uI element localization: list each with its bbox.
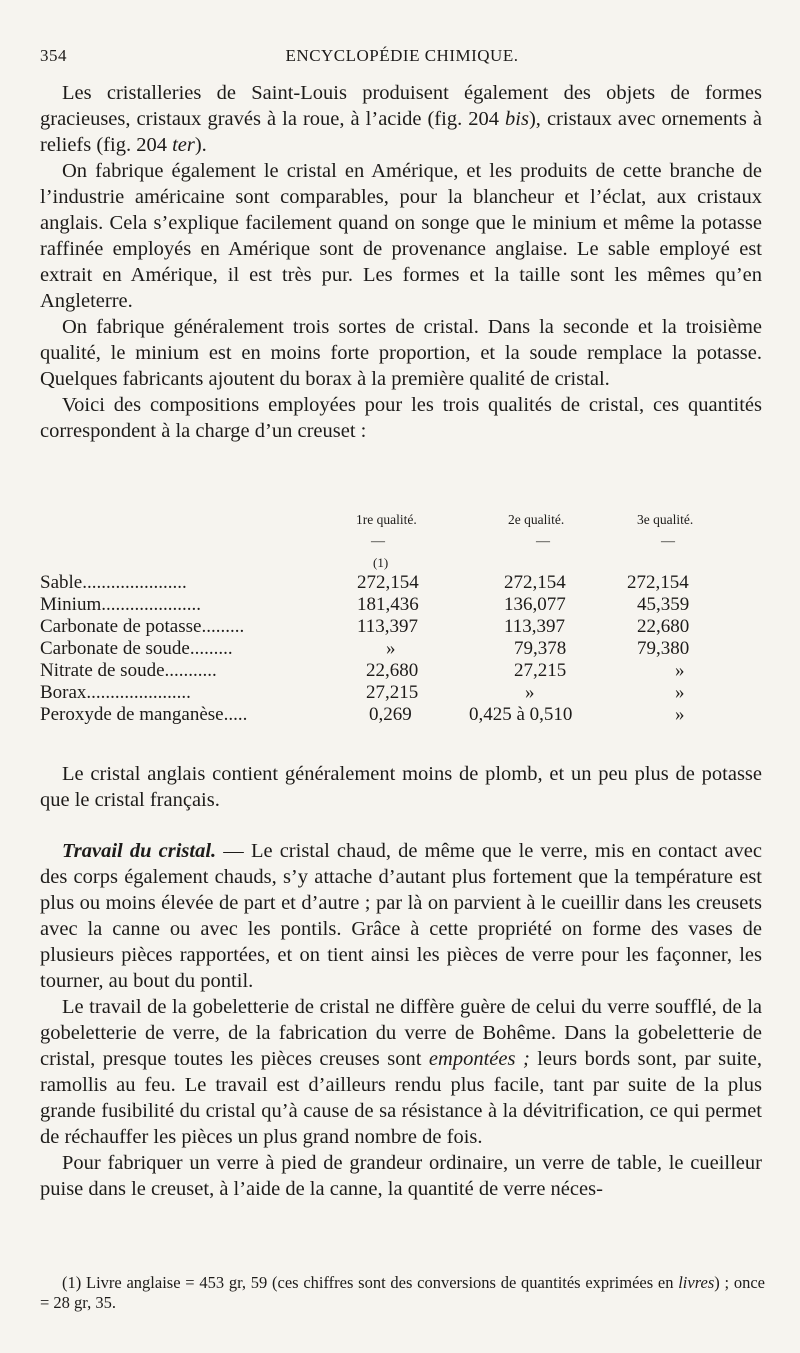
paragraph: Les cristalleries de Saint-Louis produisent également des objets de formes gracieuses, cristaux gravés à la roue, à l’acide (fig. 204 bis), cristaux avec ornements à reliefs (fig. 204 ter). bbox=[40, 82, 762, 156]
header-dash: — bbox=[536, 534, 550, 549]
table-row bbox=[40, 616, 780, 638]
row-label: Carbonate de potasse......... bbox=[40, 616, 245, 637]
cell-q2: 27,215 bbox=[514, 660, 567, 681]
cell-q3: 45,359 bbox=[637, 594, 690, 615]
section-heading: Travail du cristal. bbox=[62, 840, 217, 862]
body-text-top bbox=[40, 80, 762, 444]
row-label: Minium..................... bbox=[40, 594, 201, 615]
running-header bbox=[40, 46, 764, 74]
paragraph: On fabrique généralement trois sortes de cristal. Dans la seconde et la troisième qualité, le minium est en moins forte proportion, et la soude remplace la potasse. Quelques fabricants ajoutent du borax à la première qualité de cristal. bbox=[40, 316, 762, 390]
paragraph: On fabrique également le cristal en Amérique, et les produits de cette branche de l’industrie américaine sont comparables, pour la blancheur et l’éclat, aux cristaux anglais. Cela s’explique facilement quand on songe que le minium et même la potasse raffinée employés en Amérique sont de provenance anglaise. Le sable employé est extrait en Amérique, il est très pur. Les formes et la taille sont les mêmes qu’en Angleterre. bbox=[40, 160, 762, 312]
table-row bbox=[40, 638, 780, 660]
cell-q1: 0,269 bbox=[369, 704, 412, 725]
table-row bbox=[40, 594, 780, 616]
header-dash: — bbox=[371, 534, 385, 549]
column-header-q3: 3e qualité. bbox=[637, 512, 694, 527]
cell-q3: 79,380 bbox=[637, 638, 690, 659]
cell-q1: 272,154 bbox=[357, 572, 419, 593]
paragraph: Le travail de la gobeletterie de cristal ne diffère guère de celui du verre soufflé, de la gobeletterie de verre, de la fabrication du verre de Bohême. Dans la gobeletterie de cristal, presque toutes les pièces creuses sont empontées ; leurs bords sont, par suite, ramollis au feu. Le travail est d’ailleurs rendu plus facile, tant par suite de la plus grande fusibilité du cristal qu’à cause de sa résistance à la dévitrification, ce qui permet de réchauffer les pièces un plus grand nombre de fois. bbox=[40, 996, 762, 1148]
table-row bbox=[40, 704, 780, 726]
cell-q1: 22,680 bbox=[366, 660, 419, 681]
running-title: ENCYCLOPÉDIE CHIMIQUE. bbox=[285, 46, 519, 65]
footnote bbox=[40, 1273, 765, 1313]
paragraph: Voici des compositions employées pour les trois qualités de cristal, ces quantités correspondent à la charge d’un creuset : bbox=[40, 394, 762, 442]
cell-q2: 0,425 à 0,510 bbox=[469, 704, 573, 725]
cell-q3: 272,154 bbox=[627, 572, 689, 593]
table-row bbox=[40, 660, 780, 682]
cell-q3: » bbox=[675, 682, 685, 703]
row-label: Sable...................... bbox=[40, 572, 187, 593]
cell-q2: 272,154 bbox=[504, 572, 566, 593]
cell-q1: 27,215 bbox=[366, 682, 419, 703]
column-header-q2: 2e qualité. bbox=[508, 512, 565, 527]
table-row bbox=[40, 682, 780, 704]
cell-q3: » bbox=[675, 660, 685, 681]
cell-q3: » bbox=[675, 704, 685, 725]
cell-q1: 113,397 bbox=[357, 616, 419, 637]
cell-q2: » bbox=[525, 682, 535, 703]
cell-q2: 79,378 bbox=[514, 638, 567, 659]
row-label: Borax...................... bbox=[40, 682, 191, 703]
row-label: Peroxyde de manganèse..... bbox=[40, 704, 248, 725]
column-header-q1: 1re qualité. bbox=[356, 512, 417, 527]
paragraph: Le cristal anglais contient généralement moins de plomb, et un peu plus de potasse que le cristal français. bbox=[40, 763, 762, 811]
table-row bbox=[40, 572, 780, 594]
cell-q2: 136,077 bbox=[504, 594, 566, 615]
cell-q3: 22,680 bbox=[637, 616, 690, 637]
paragraph: Travail du cristal. — Le cristal chaud, de même que le verre, mis en contact avec des corps également chauds, s’y attache d’autant plus fortement que la température est plus ou moins élevée de part et d’autre ; par là on parvient à le cueillir dans les creusets avec la canne ou avec les pontils. Grâce à cette propriété on forme des vases de plusieurs pièces rapportées, et on tient ainsi les pièces de verre pour les façonner, les tourner, au bout du pontil. bbox=[40, 840, 762, 992]
footnote-marker: (1) bbox=[373, 555, 389, 570]
body-text-after-table bbox=[40, 761, 762, 813]
row-label: Carbonate de soude......... bbox=[40, 638, 233, 659]
page-number: 354 bbox=[40, 46, 67, 65]
cell-q2: 113,397 bbox=[504, 616, 566, 637]
cell-q1: » bbox=[386, 638, 396, 659]
header-dash: — bbox=[661, 534, 675, 549]
cell-q1: 181,436 bbox=[357, 594, 419, 615]
row-label: Nitrate de soude........... bbox=[40, 660, 217, 681]
footnote-text: (1) Livre anglaise = 453 gr, 59 (ces chiffres sont des conversions de quantités exprimées en livres) ; once = 28 gr, 35. bbox=[40, 1273, 765, 1312]
body-text-bottom bbox=[40, 838, 762, 1202]
paragraph: Pour fabriquer un verre à pied de grandeur ordinaire, un verre de table, le cueilleur puise dans le creuset, à l’aide de la canne, la quantité de verre néces- bbox=[40, 1152, 762, 1200]
